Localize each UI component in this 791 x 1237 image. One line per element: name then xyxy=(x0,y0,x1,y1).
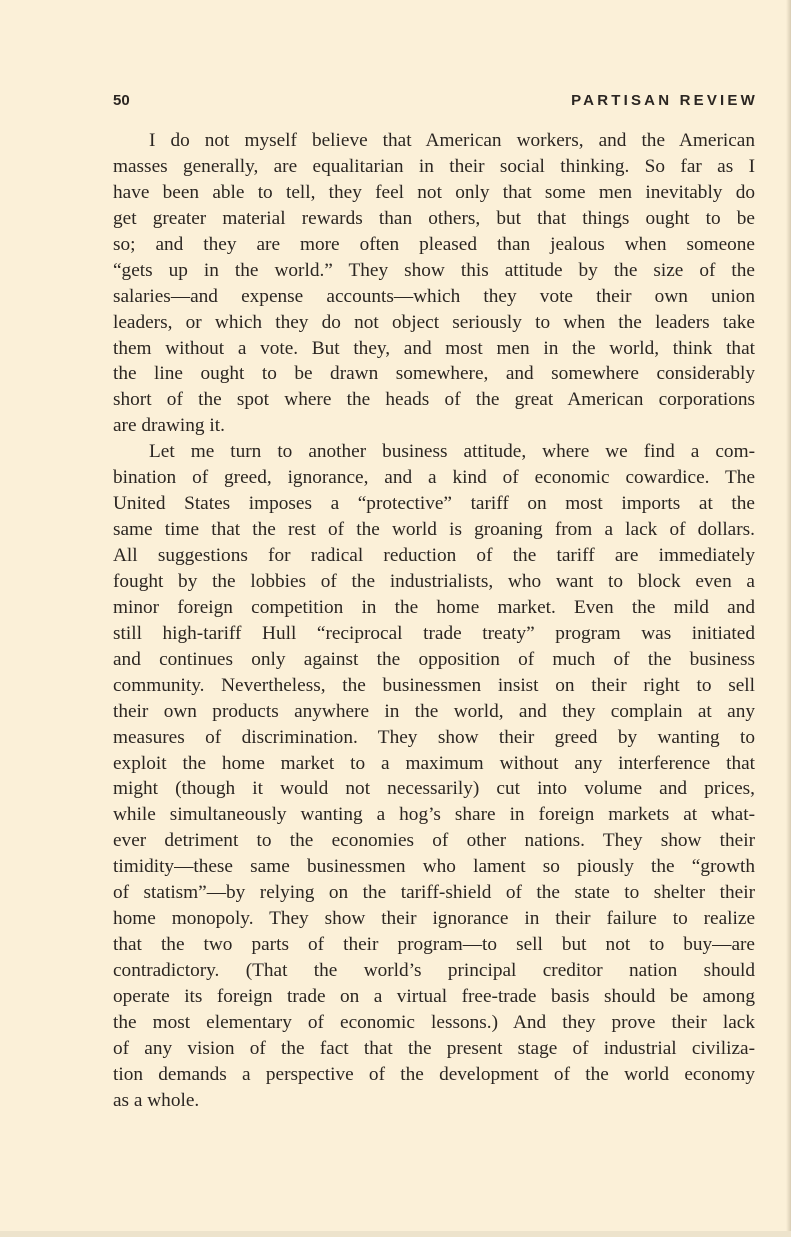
text-line: leaders, or which they do not object seriously to when the leaders take xyxy=(113,311,755,333)
text-line: and continues only against the opposition of much of the business xyxy=(113,648,755,670)
text-line: as a whole. xyxy=(113,1089,200,1111)
text-line: timidity—these same businessmen who lament so piously the “growth xyxy=(113,856,755,878)
text-line: have been able to tell, they feel not only that some men inevitably do xyxy=(113,181,755,203)
text-line: of statism”—by relying on the tariff-shield of the state to shelter their xyxy=(113,882,755,904)
paragraph xyxy=(113,439,755,1113)
article-body xyxy=(113,128,755,1114)
text-line: contradictory. (That the world’s principal creditor nation should xyxy=(113,960,755,981)
text-line: same time that the rest of the world is groaning from a lack of dollars. xyxy=(113,519,755,541)
text-line: the most elementary of economic lessons.) And they prove their lack xyxy=(113,1011,755,1033)
text-line: exploit the home market to a maximum without any interference that xyxy=(113,752,755,774)
text-line: ever detriment to the economies of other nations. They show their xyxy=(113,830,755,852)
text-line: measures of discrimination. They show their greed by wanting to xyxy=(113,726,755,748)
text-line: of any vision of the fact that the present stage of industrial civiliza- xyxy=(113,1037,755,1059)
text-line: short of the spot where the heads of the great American corporations xyxy=(113,389,755,411)
text-line: operate its foreign trade on a virtual free-trade basis should be among xyxy=(113,985,755,1007)
text-line: while simultaneously wanting a hog’s share in foreign markets at what- xyxy=(113,804,755,826)
text-line: minor foreign competition in the home market. Even the mild and xyxy=(113,596,755,618)
text-line: I do not myself believe that American workers, and the American xyxy=(149,130,755,151)
text-line: home monopoly. They show their ignorance in their failure to realize xyxy=(113,908,755,930)
page-bottom-edge xyxy=(0,1231,791,1237)
text-line: United States imposes a “protective” tariff on most imports at the xyxy=(113,493,755,515)
paragraph xyxy=(113,128,755,439)
text-line: them without a vote. But they, and most men in the world, think that xyxy=(113,337,755,359)
text-line: so; and they are more often pleased than jealous when someone xyxy=(113,233,755,255)
text-line: might (though it would not necessarily) cut into volume and prices, xyxy=(113,778,755,800)
text-line: Let me turn to another business attitude, where we find a com- xyxy=(149,441,755,463)
page-edge-shadow xyxy=(786,0,791,1237)
text-line: bination of greed, ignorance, and a kind of economic cowardice. The xyxy=(113,467,755,489)
text-line: get greater material rewards than others, but that things ought to be xyxy=(113,207,755,229)
text-line: that the two parts of their program—to sell but not to buy—are xyxy=(113,934,755,956)
text-line: salaries—and expense accounts—which they vote their own union xyxy=(113,285,755,307)
text-line: All suggestions for radical reduction of the tariff are immediately xyxy=(113,545,755,566)
running-header xyxy=(113,92,758,114)
text-line: fought by the lobbies of the industrialists, who want to block even a xyxy=(113,570,755,592)
text-line: still high-tariff Hull “reciprocal trade treaty” program was initiated xyxy=(113,622,755,644)
text-line: the line ought to be drawn somewhere, and somewhere considerably xyxy=(113,363,755,385)
page-number: 50 xyxy=(113,92,130,109)
text-line: “gets up in the world.” They show this attitude by the size of the xyxy=(113,259,755,281)
text-line: their own products anywhere in the world, and they complain at any xyxy=(113,700,755,722)
text-line: tion demands a perspective of the development of the world economy xyxy=(113,1063,755,1085)
journal-title: PARTISAN REVIEW xyxy=(571,92,758,109)
text-line: masses generally, are equalitarian in their social thinking. So far as I xyxy=(113,155,755,177)
text-line: are drawing it. xyxy=(113,415,225,437)
text-line: community. Nevertheless, the businessmen insist on their right to sell xyxy=(113,674,755,696)
